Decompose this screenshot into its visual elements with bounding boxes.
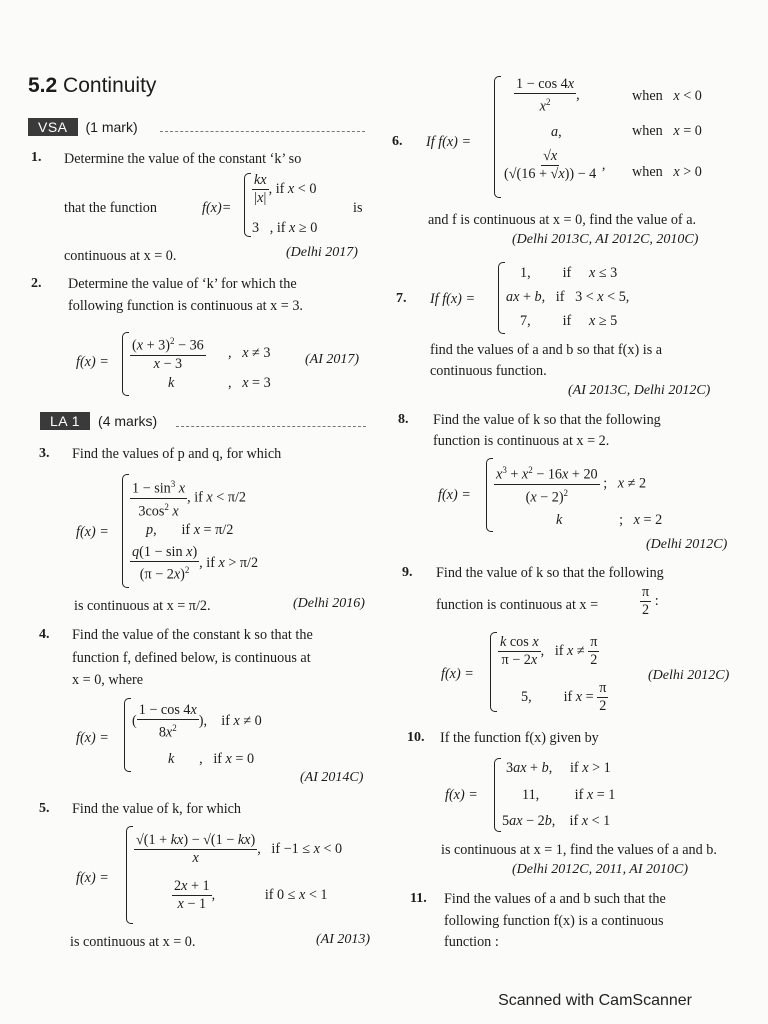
la1-badge: LA 1 — [40, 412, 90, 430]
q6-line2: and f is continuous at x = 0, find the value of a. — [428, 212, 697, 228]
vsa-badge-row — [28, 118, 138, 136]
q7-case3: 7, if x ≥ 5 — [520, 313, 618, 329]
section-title: Continuity — [63, 74, 157, 97]
q6-number: 6. — [392, 134, 403, 149]
q10-source: (Delhi 2012C, 2011, AI 2010C) — [512, 862, 689, 877]
q1-number: 1. — [31, 150, 42, 165]
q7-case1: 1, if x ≤ 3 — [520, 265, 618, 281]
q3-number: 3. — [39, 446, 50, 461]
divider — [176, 426, 366, 427]
q10-line1: If the function f(x) given by — [440, 730, 599, 746]
q1-case2: 3 , if x ≥ 0 — [252, 220, 318, 236]
divider — [160, 131, 365, 132]
q4-line3: x = 0, where — [72, 672, 144, 688]
q10-fx: f(x) = — [445, 787, 478, 803]
q1-brace — [244, 173, 251, 237]
q6-case1-cond: when x < 0 — [632, 88, 702, 104]
q4-line2: function f, defined below, is continuous at — [72, 650, 311, 666]
q1-source: (Delhi 2017) — [286, 245, 358, 260]
q9-line2: function is continuous at x = — [436, 597, 599, 613]
q8-brace — [486, 458, 493, 532]
q1-fx: f(x)= — [202, 200, 232, 216]
q10-number: 10. — [407, 730, 425, 745]
q11-line1: Find the values of a and b such that the — [444, 891, 666, 907]
q8-line2: function is continuous at x = 2. — [433, 433, 610, 449]
q9-case1: $\frac{\text{k cos x}}{\pi - 2x}$ , if x ≠ $\frac{\pi}{2}$ — [500, 634, 598, 668]
q4-case2: k , if x = 0 — [168, 751, 255, 767]
q5-number: 5. — [39, 801, 50, 816]
q8-line1: Find the value of k so that the following — [433, 412, 661, 428]
q5-line1: Find the value of k, for which — [72, 801, 242, 817]
q6-case2-cond: when x = 0 — [632, 123, 702, 139]
la1-badge-row — [40, 412, 157, 430]
q2-brace — [122, 332, 129, 396]
q9-x-value: $\frac{\pi}{2}$ : — [642, 584, 659, 618]
q7-brace — [498, 262, 505, 334]
q6-lead: If f(x) = — [426, 134, 472, 150]
q3-brace — [122, 474, 129, 588]
q3-case3: $\frac{\text{q(1 − sin x)}}{(\pi - 2x)^2}$ , if x > π/2 — [132, 544, 259, 583]
q5-source: (AI 2013) — [316, 932, 371, 947]
la1-marks: (4 marks) — [98, 413, 158, 429]
q10-line2: is continuous at x = 1, find the values of a and b. — [441, 842, 717, 858]
q11-number: 11. — [410, 891, 427, 906]
q7-line2: find the values of a and b so that f(x) is a — [430, 342, 663, 358]
q9-fx: f(x) = — [441, 666, 474, 682]
q7-lead: If f(x) = — [430, 291, 476, 307]
q9-line1: Find the value of k so that the following — [436, 565, 664, 581]
q4-fx: f(x) = — [76, 730, 109, 746]
q10-brace — [494, 758, 501, 832]
q4-source: (AI 2014C) — [300, 770, 364, 785]
q3-line1: Find the values of p and q, for which — [72, 446, 282, 462]
q2-line2: following function is continuous at x = 3. — [68, 298, 303, 314]
q1-line2b: is — [353, 200, 363, 216]
q2-number: 2. — [31, 276, 42, 291]
q10-case2: 11, if x = 1 — [522, 787, 616, 803]
q10-case1: 3ax + b, if x > 1 — [506, 760, 611, 776]
q8-case2: k ; x = 2 — [556, 512, 663, 528]
q7-case2: ax + b, if 3 < x < 5, — [506, 289, 630, 305]
q2-source: (AI 2017) — [305, 352, 360, 367]
q2-fx: f(x) = — [76, 354, 109, 370]
q8-source: (Delhi 2012C) — [646, 537, 728, 552]
q9-number: 9. — [402, 565, 413, 580]
q9-source: (Delhi 2012C) — [648, 668, 730, 683]
q6-brace — [494, 76, 501, 198]
q7-source: (AI 2013C, Delhi 2012C) — [568, 383, 711, 398]
q3-case1: $\frac{1 - \sin^3 x}{3\cos^2 x}$ , if x < π/2 — [130, 476, 246, 520]
scanner-watermark: Scanned with CamScanner — [498, 992, 692, 1009]
section-number: 5.2 — [28, 74, 58, 97]
q6-case1: $\frac{1 - \cos 4x}{x^2}$ , — [516, 76, 580, 115]
q1-line2a: that the function — [64, 200, 157, 216]
q3-case2: p, if x = π/2 — [146, 522, 234, 538]
q6-source: (Delhi 2013C, AI 2012C, 2010C) — [512, 232, 699, 247]
q4-case1: ( $\frac{1 - \cos 4x}{8x^2}$ ), if x ≠ 0 — [132, 702, 262, 741]
q11-line3: function : — [444, 934, 499, 950]
q2-case2-cond: , x = 3 — [228, 375, 271, 391]
q2-case1-cond: , x ≠ 3 — [228, 345, 271, 361]
q6-case3-cond: when x > 0 — [632, 164, 702, 180]
section-heading — [28, 74, 156, 98]
q9-case2: 5, if x = $\frac{\pi}{2}$ — [521, 680, 607, 714]
q1-line1: Determine the value of the constant ‘k’ so — [64, 151, 302, 167]
q5-line2: is continuous at x = 0. — [70, 934, 196, 950]
vsa-marks: (1 mark) — [85, 119, 138, 135]
q11-line2: following function f(x) is a continuous — [444, 913, 664, 929]
vsa-badge: VSA — [28, 118, 78, 136]
q2-line1: Determine the value of ‘k’ for which the — [68, 276, 297, 292]
q6-case2: a, — [551, 124, 562, 140]
q9-brace — [490, 632, 497, 712]
q2-case1: $\frac{(x + 3)^2 - 36}{x - 3}$ — [130, 333, 206, 373]
q7-number: 7. — [396, 291, 407, 306]
q4-brace — [124, 698, 131, 772]
q5-case1: $\frac{√(1 + kx) - √(1 - kx)}{x}$ , if −1 ≤ x < 0 — [136, 832, 343, 866]
q4-number: 4. — [39, 627, 50, 642]
q8-number: 8. — [398, 412, 409, 427]
q3-fx: f(x) = — [76, 524, 109, 540]
q5-fx: f(x) = — [76, 870, 109, 886]
q1-line3: continuous at x = 0. — [64, 248, 177, 264]
q6-case3: $\frac{√x}{(√(16 + √x)) - 4}$ , — [504, 148, 606, 182]
q7-line3: continuous function. — [430, 363, 547, 379]
q8-case1: $\frac{x^3 + x^2 - 16x + 20}{(x - 2)^2}$ ; x ≠ 2 — [494, 462, 646, 506]
q10-case3: 5ax − 2b, if x < 1 — [502, 813, 611, 829]
q3-line2: is continuous at x = π/2. — [74, 598, 211, 614]
q4-line1: Find the value of the constant k so that the — [72, 627, 313, 643]
q5-case2: $\frac{2x + 1}{x - 1}$ , if 0 ≤ x < 1 — [174, 878, 328, 912]
q5-brace — [126, 826, 133, 924]
q2-case2: k — [168, 375, 175, 391]
q3-source: (Delhi 2016) — [293, 596, 365, 611]
q8-fx: f(x) = — [438, 487, 471, 503]
q1-case1: $\frac{kx}{|x|}$ , if x < 0 — [254, 172, 317, 206]
